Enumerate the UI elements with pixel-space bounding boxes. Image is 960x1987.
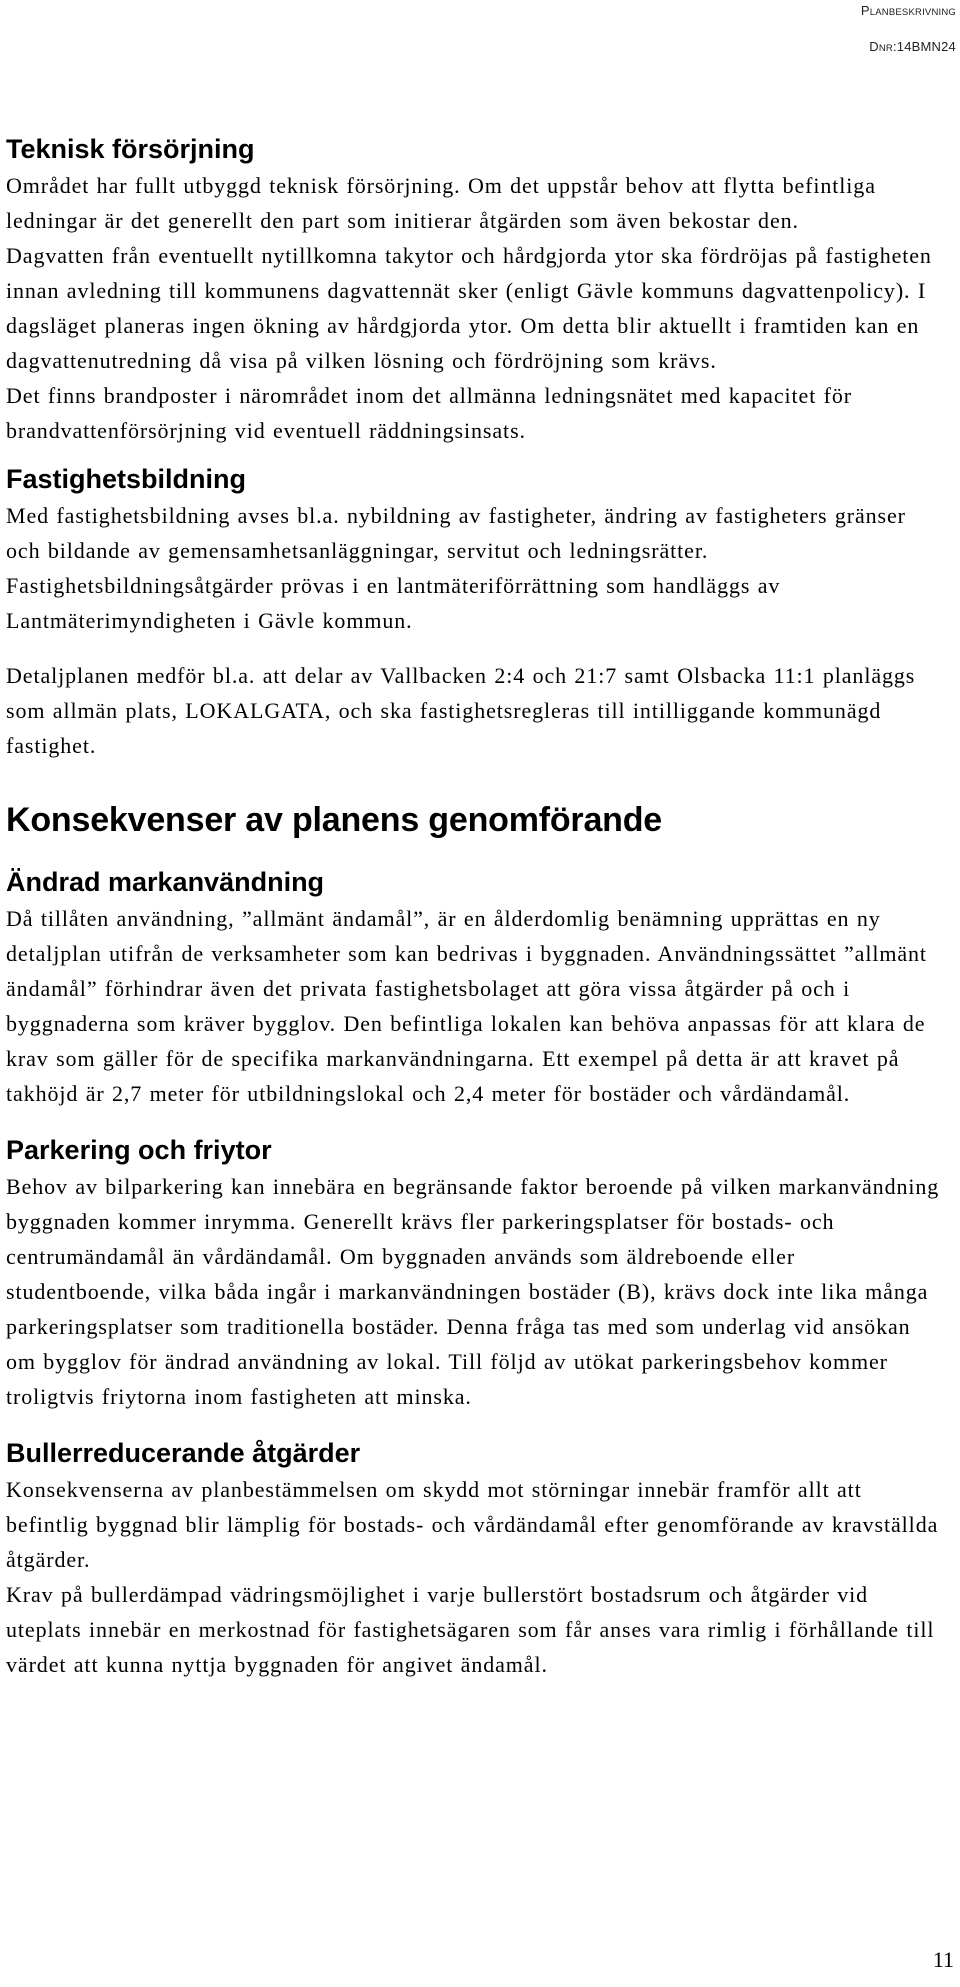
paragraph-teknisk-3: Det finns brandposter i närområdet inom det allmänna ledningsnätet med kapacitet för brandvattenförsörjning vid eventuell räddningsinsats.: [6, 383, 852, 443]
heading-konsekvenser: Konsekvenser av planens genomförande: [6, 801, 663, 839]
paragraph-buller-1: Konsekvenserna av planbestämmelsen om skydd mot störningar innebär framför allt att befintlig byggnad blir lämplig för bostads- och vårdändamål efter genomförande av kravställda åtgärder.: [6, 1477, 939, 1572]
paragraph-parkering: Behov av bilparkering kan innebära en begränsande faktor beroende på vilken markanvändning byggnaden kommer inrymma. Generellt krävs fler parkeringsplatser för bostads- och centrumändamål än vårdändamål. Om byggnaden används som äldreboende eller studentboende, vilka båda ingår i markanvändningen bostäder (B), krävs dock inte lika många parkeringsplatser som traditionella bostäder. Denna fråga tas med som underlag vid ansökan om bygglov för ändrad användning av lokal. Till följd av utökat parkeringsbehov kommer troligtvis friytorna inom fastigheten att minska.: [6, 1174, 940, 1409]
spacer: [6, 448, 946, 460]
document-body: [6, 130, 946, 1682]
heading-teknisk-forsorjning: Teknisk försörjning: [6, 134, 255, 164]
spacer: [6, 638, 946, 658]
document-type-label: PLANBESKRIVNING: [860, 3, 956, 18]
paragraph-teknisk-1: Området har fullt utbyggd teknisk försörjning. Om det uppstår behov att flytta befintliga ledningar är det generellt den part som initierar åtgärden som även bekostar den.: [6, 173, 876, 233]
heading-fastighetsbildning: Fastighetsbildning: [6, 464, 246, 494]
registration-number: DNR:14BMN24: [869, 39, 956, 54]
paragraph-buller-2: Krav på bullerdämpad vädringsmöjlighet i varje bullerstört bostadsrum och åtgärder vid uteplats innebär en merkostnad för fastighetsägaren som får anses vara rimlig i förhållande till värdet att kunna nyttja byggnaden för angivet ändamål.: [6, 1582, 935, 1677]
spacer: [6, 1111, 946, 1131]
heading-parkering-och-friytor: Parkering och friytor: [6, 1135, 272, 1165]
spacer: [6, 1414, 946, 1434]
heading-bullerreducerande-atgarder: Bullerreducerande åtgärder: [6, 1438, 361, 1468]
page-header: [861, 2, 956, 56]
heading-andrad-markanvandning: Ändrad markanvändning: [6, 867, 325, 897]
spacer: [6, 763, 946, 797]
paragraph-teknisk-2: Dagvatten från eventuellt nytillkomna takytor och hårdgjorda ytor ska fördröjas på fastigheten innan avledning till kommunens dagvattennät sker (enligt Gävle kommuns dagvattenpolicy). I dagsläget planeras ingen ökning av hårdgjorda ytor. Om detta blir aktuellt i framtiden kan en dagvattenutredning då visa på vilken lösning och fördröjning som krävs.: [6, 243, 932, 373]
paragraph-fastighetsbildning-2: Detaljplanen medför bl.a. att delar av Vallbacken 2:4 och 21:7 samt Olsbacka 11:1 planläggs som allmän plats, LOKALGATA, och ska fastighetsregleras till intilliggande kommunägd fastighet.: [6, 663, 916, 758]
paragraph-markanvandning: Då tillåten användning, ”allmänt ändamål”, är en ålderdomlig benämning upprättas en ny detaljplan utifrån de verksamheter som kan bedrivas i byggnaden. Användningssättet ”allmänt ändamål” förhindrar även det privata fastighetsbolaget att göra vissa åtgärder på och i byggnaderna som kräver bygglov. Den befintliga lokalen kan behöva anpassas för att klara de krav som gäller för de specifika markanvändningarna. Ett exempel på detta är att kravet på takhöjd är 2,7 meter för utbildningslokal och 2,4 meter för bostäder och vårdändamål.: [6, 906, 927, 1106]
page-number: 11: [932, 1947, 954, 1972]
spacer: [6, 843, 946, 863]
paragraph-fastighetsbildning-1: Med fastighetsbildning avses bl.a. nybildning av fastigheter, ändring av fastigheters gränser och bildande av gemensamhetsanläggningar, servitut och ledningsrätter. Fastighetsbildningsåtgärder prövas i en lantmäteriförrättning som handläggs av Lantmäterimyndigheten i Gävle kommun.: [6, 503, 906, 633]
